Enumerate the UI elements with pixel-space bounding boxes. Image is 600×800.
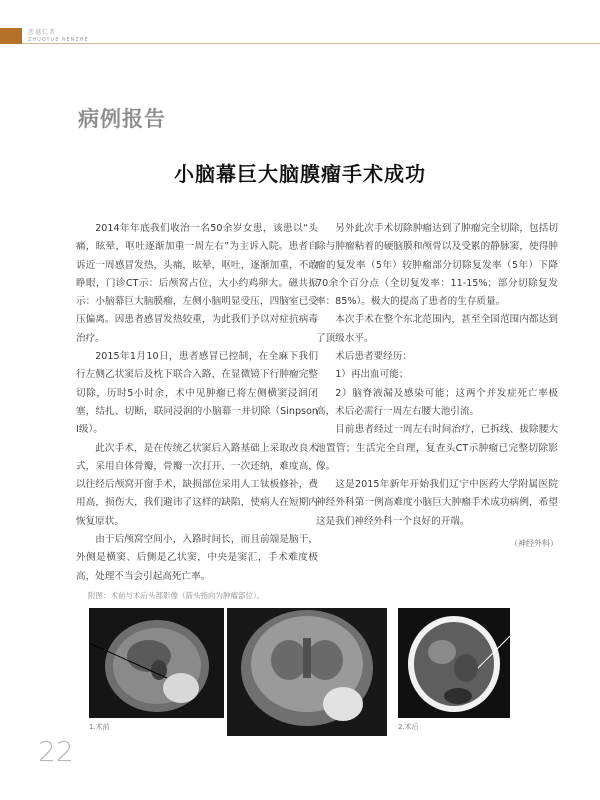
paragraph: 目前患者经过一周左右时间治疗，已拆线、拔除腰大池置管；生活完全自理，复查头CT示肿瘤已完整切除影像。 — [316, 424, 558, 472]
paragraph: 2014年年底我们收治一名50余岁女患，该患以“头痛，眩晕，呕吐逐渐加重一周左右”为主诉入院。患者自诉近一周感冒发热，头痛，眩晕，呕吐，逐渐加重，不敢睁眼，门诊CT示：后颅窝占位，大小约鸡卵大。磁共振示：小脑幕巨大脑膜瘤，左侧小脑明显受压，四脑室已受压偏离。因患者感冒发热较重，为此我们予以对症抗病毒治疗。 — [76, 223, 318, 344]
paragraph: 2015年1月10日，患者感冒已控制，在全麻下我们行左侧乙状窦后及枕下联合入路，在显微镜下行肿瘤完整切除，历时5小时余，术中见肿瘤已将左侧横窦浸润闭塞，结扎、切断，联同浸润的小脑幕一并切除（Sinpson I级）。 — [76, 351, 318, 436]
article-title: 小脑幕巨大脑膜瘤手术成功 — [174, 162, 426, 186]
ct-image-postop — [398, 608, 510, 718]
figure-caption: 附图：术前与术后头部影像（箭头指向为肿瘤部位）。 — [88, 591, 265, 600]
paragraph: 1）再出血可能； — [335, 369, 409, 381]
page-number: 22 — [38, 735, 74, 768]
figure-label-postop: 2.术后 — [398, 723, 419, 731]
paragraph: 由于后颅窝空间小，入路时间长，而且前端是脑干，外侧是横窦、后侧是乙状窦，中央是窦汇，手术难度极高，处理不当会引起高死亡率。 — [76, 534, 318, 582]
paragraph: 术后患者要经历： — [335, 351, 412, 363]
signature: （神经外科） — [510, 539, 558, 549]
header-title-cn: 恋越仁者 — [28, 29, 57, 36]
section-label: 病例报告 — [78, 106, 166, 131]
mri-image-preop-axial — [89, 608, 224, 718]
figure-label-preop: 1.术前 — [89, 723, 110, 731]
header-accent-bar — [0, 28, 22, 44]
paragraph: 2）脑脊液漏及感染可能；这两个并发症死亡率极高，术后必需行一周左右腰大池引流。 — [316, 387, 558, 417]
paragraph: 这是2015年新年开始我们辽宁中医药大学附属医院神经外科第一例高难度小脑巨大肿瘤手术成功病例，希望这是我们神经外科一个良好的开端。 — [316, 479, 558, 527]
left-column — [76, 220, 318, 586]
right-column — [316, 220, 558, 553]
paragraph: 另外此次手术切除肿瘤达到了肿瘤完全切除，包括切除与肿瘤粘着的硬脑膜和颅骨以及受累的静脉窦，使得肿瘤的复发率（5年）较肿瘤部分切除复发率（5年）下降70余个百分点（全切复发率：11-15%；部分切除复发率：85%）。极大的提高了患者的生存质量。 — [316, 223, 558, 308]
paragraph: 此次手术，是在传统乙状窦后入路基础上采取改良术式，采用自体骨瓣，骨瓣一次打开、一次还纳，难度高，以往经后颅窝开窗手术，缺损部位采用人工钛板修补，费用高，损伤大，我们避讳了这样的缺陷，使病人在短期内恢复原状。 — [76, 442, 318, 527]
paragraph: 本次手术在整个东北范围内，甚至全国范围内都达到了顶级水平。 — [316, 314, 558, 344]
header-divider — [22, 43, 600, 44]
mri-image-preop-coronal — [227, 608, 387, 736]
header-title-en: ZHUOYUE RENZHE — [28, 37, 89, 43]
